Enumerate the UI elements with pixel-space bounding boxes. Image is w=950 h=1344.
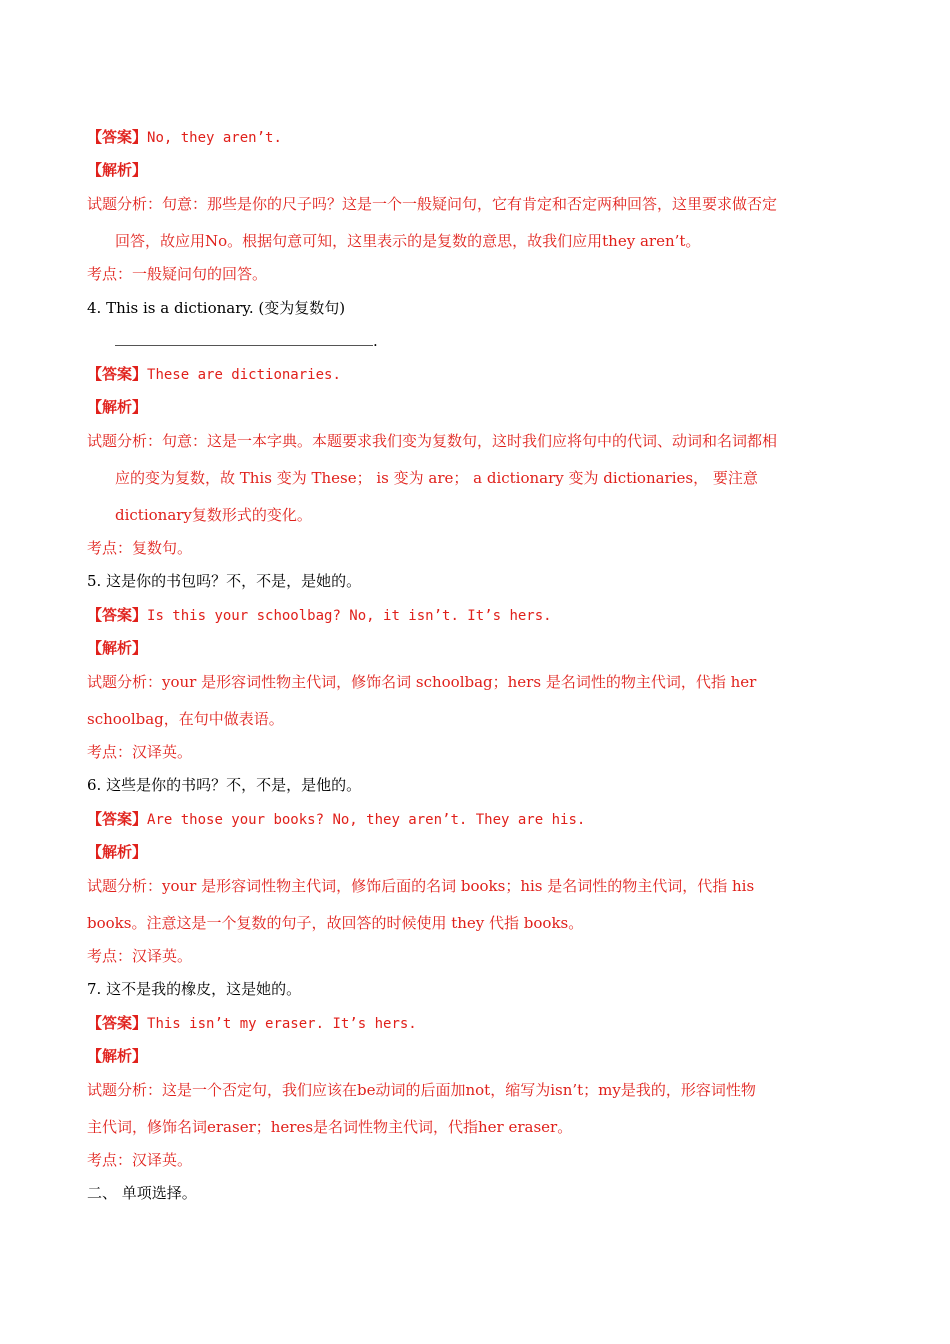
answer-7: [87, 1013, 417, 1034]
section-heading-2: 二、 单项选择。: [87, 1184, 197, 1202]
analysis-3-line-1: 试题分析：句意：那些是你的尺子吗？这是一个一般疑问句，它有肯定和否定两种回答，这里要求做否定: [87, 195, 778, 213]
analysis-6-line-1: 试题分析：your 是形容词性物主代词，修饰后面的名词 books；his 是名词性的物主代词，代指 his: [87, 877, 755, 895]
answer-3: [87, 127, 282, 148]
answer-label: 【答案】: [87, 128, 148, 146]
question-5: 5. 这是你的书包吗？不，不是，是她的。: [87, 572, 362, 590]
analysis-label-5: 【解析】: [87, 639, 148, 657]
analysis-5-line-1: 试题分析：your 是形容词性物主代词，修饰名词 schoolbag；hers 是名词性的物主代词，代指 her: [87, 673, 757, 691]
analysis-label-7: 【解析】: [87, 1047, 148, 1065]
answer-label: 【答案】: [87, 606, 148, 624]
answer-text: Are those your books? No, they aren’t. They are his.: [147, 812, 586, 828]
analysis-4-line-2: 应的变为复数，故 This 变为 These； is 变为 are； a dictionary 变为 dictionaries， 要注意: [115, 469, 758, 487]
answer-text: These are dictionaries.: [147, 367, 341, 383]
answer-6: [87, 809, 585, 830]
keypoint-7: 考点：汉译英。: [87, 1151, 193, 1169]
analysis-label-4: 【解析】: [87, 398, 148, 416]
answer-4: [87, 364, 341, 385]
keypoint-3: 考点：一般疑问句的回答。: [87, 265, 268, 283]
question-4: 4. This is a dictionary. (变为复数句): [87, 299, 346, 317]
answer-text: This isn’t my eraser. It’s hers.: [147, 1016, 417, 1032]
answer-label: 【答案】: [87, 810, 148, 828]
answer-text: Is this your schoolbag? No, it isn’t. It’s hers.: [147, 608, 552, 624]
analysis-4-line-1: 试题分析：句意：这是一本字典。本题要求我们变为复数句，这时我们应将句中的代词、动词和名词都相: [87, 432, 778, 450]
analysis-7-line-1: 试题分析：这是一个否定句，我们应该在be动词的后面加not，缩写为isn’t；my是我的，形容词性物: [87, 1081, 756, 1099]
analysis-3-line-2: 回答，故应用No。根据句意可知，这里表示的是复数的意思，故我们应用they aren’t。: [115, 232, 701, 250]
answer-label: 【答案】: [87, 1014, 148, 1032]
answer-blank-line: [115, 345, 373, 346]
analysis-4-line-3: dictionary复数形式的变化。: [115, 506, 312, 524]
question-7: 7. 这不是我的橡皮，这是她的。: [87, 980, 302, 998]
question-6: 6. 这些是你的书吗？不，不是，是他的。: [87, 776, 362, 794]
analysis-label-3: 【解析】: [87, 161, 148, 179]
keypoint-5: 考点：汉译英。: [87, 743, 193, 761]
answer-text: No, they aren’t.: [147, 130, 282, 146]
analysis-7-line-2: 主代词，修饰名词eraser；heres是名词性物主代词，代指her eraser。: [87, 1118, 573, 1136]
analysis-6-line-2: books。注意这是一个复数的句子，故回答的时候使用 they 代指 books。: [87, 914, 584, 932]
answer-label: 【答案】: [87, 365, 148, 383]
keypoint-6: 考点：汉译英。: [87, 947, 193, 965]
analysis-label-6: 【解析】: [87, 843, 148, 861]
analysis-5-line-2: schoolbag，在句中做表语。: [87, 710, 284, 728]
keypoint-4: 考点：复数句。: [87, 539, 193, 557]
answer-5: [87, 605, 552, 626]
blank-period: .: [373, 332, 378, 350]
